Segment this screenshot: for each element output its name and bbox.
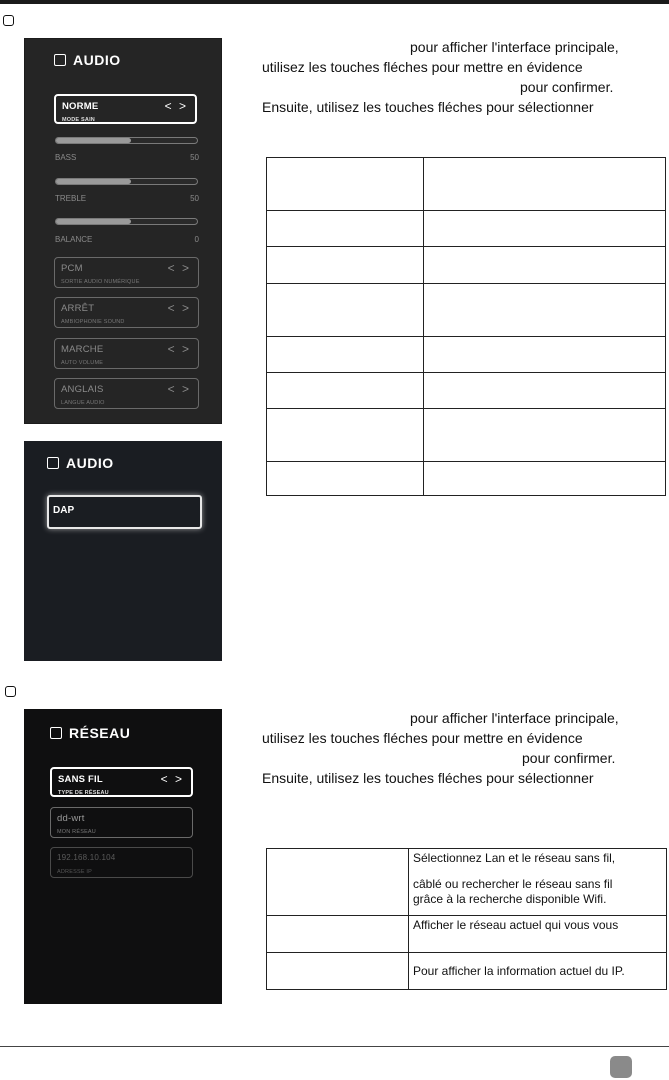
table-cell <box>424 284 666 337</box>
pcm-option[interactable] <box>54 257 199 288</box>
sans-fil-sub: TYPE DE RÉSEAU <box>58 790 109 796</box>
sans-fil-option[interactable] <box>50 767 193 797</box>
table-cell <box>424 158 666 211</box>
reseau-instr-line3: pour confirmer. <box>522 750 616 766</box>
table-cell <box>267 284 424 337</box>
marche-sub: AUTO VOLUME <box>61 360 104 366</box>
treble-slider[interactable] <box>55 178 198 185</box>
checkbox-icon <box>50 727 62 739</box>
marche-option[interactable] <box>54 338 199 369</box>
balance-slider[interactable] <box>55 218 198 225</box>
reseau-instr-line4: Ensuite, utilisez les touches fléches pour sélectionner <box>262 770 594 786</box>
audio-instr-line1: pour afficher l'interface principale, <box>410 39 619 55</box>
table-cell <box>267 373 424 409</box>
section-reseau-checkbox-icon <box>5 686 16 697</box>
balance-value: 0 <box>194 235 199 244</box>
norme-label: NORME <box>62 101 99 112</box>
audio-title-text: AUDIO <box>73 52 121 68</box>
arret-sub: AMBIOPHONIE SOUND <box>61 319 125 325</box>
chevron-left-right-icon[interactable]: < > <box>167 261 191 275</box>
table-cell <box>424 409 666 462</box>
dap-option[interactable] <box>47 495 202 529</box>
arret-option[interactable] <box>54 297 199 328</box>
norme-sub: MODE SAIN <box>62 117 95 123</box>
table-cell <box>409 953 667 990</box>
chevron-left-right-icon[interactable]: < > <box>160 772 184 786</box>
marche-label: MARCHE <box>61 344 104 355</box>
dap-panel-title <box>47 455 114 471</box>
audio-settings-table <box>266 157 666 496</box>
bass-label: BASS <box>55 153 77 162</box>
bass-value: 50 <box>190 153 199 162</box>
balance-label: BALANCE <box>55 235 93 244</box>
table-cell <box>424 211 666 247</box>
page-number-badge <box>610 1056 632 1078</box>
table-cell <box>424 337 666 373</box>
reseau-row1-text-a: Sélectionnez Lan et le réseau sans fil, <box>413 851 616 865</box>
chevron-left-right-icon[interactable]: < > <box>164 99 188 113</box>
ip-address-label: 192.168.10.104 <box>57 853 116 862</box>
checkbox-icon <box>47 457 59 469</box>
footer-rule <box>0 1046 669 1047</box>
section-audio-checkbox-icon <box>3 15 14 26</box>
reseau-settings-table <box>266 848 667 990</box>
table-cell <box>267 247 424 284</box>
ip-address-sub: ADRESSE IP <box>57 869 93 875</box>
dap-label: DAP <box>53 505 75 516</box>
reseau-instr-line2: utilisez les touches fléches pour mettre en évidence <box>262 730 583 746</box>
pcm-sub: SORTIE AUDIO NUMÉRIQUE <box>61 279 140 285</box>
treble-value: 50 <box>190 194 199 203</box>
chevron-left-right-icon[interactable]: < > <box>167 301 191 315</box>
reseau-panel-title <box>50 725 130 741</box>
table-cell <box>267 337 424 373</box>
network-name-label: dd-wrt <box>57 813 85 824</box>
dap-menu-panel <box>24 441 222 661</box>
checkbox-icon <box>54 54 66 66</box>
reseau-row3-text: Pour afficher la information actuel du IP. <box>413 964 625 978</box>
dap-title-text: AUDIO <box>66 455 114 471</box>
top-rule <box>0 0 669 4</box>
table-cell <box>424 373 666 409</box>
table-cell <box>267 849 409 916</box>
chevron-left-right-icon[interactable]: < > <box>167 342 191 356</box>
audio-instr-line4: Ensuite, utilisez les touches fléches pour sélectionner <box>262 99 594 115</box>
anglais-label: ANGLAIS <box>61 384 104 395</box>
audio-panel-title <box>54 52 121 68</box>
reseau-row1-text-b: câblé ou rechercher le réseau sans fil <box>413 877 613 891</box>
table-cell <box>424 462 666 496</box>
table-cell <box>267 953 409 990</box>
arret-label: ARRÊT <box>61 303 95 314</box>
network-name-option[interactable] <box>50 807 193 838</box>
anglais-sub: LANGUE AUDIO <box>61 400 105 406</box>
reseau-instructions <box>262 708 662 788</box>
audio-instr-line3: pour confirmer. <box>520 79 614 95</box>
audio-instructions <box>262 37 662 117</box>
table-cell <box>267 916 409 953</box>
table-cell <box>409 916 667 953</box>
audio-instr-line2: utilisez les touches fléches pour mettre en évidence <box>262 59 583 75</box>
table-cell <box>267 158 424 211</box>
norme-option[interactable] <box>54 94 197 124</box>
table-cell <box>424 247 666 284</box>
sans-fil-label: SANS FIL <box>58 774 103 785</box>
table-cell <box>267 409 424 462</box>
table-cell <box>409 849 667 916</box>
chevron-left-right-icon[interactable]: < > <box>167 382 191 396</box>
table-cell <box>267 462 424 496</box>
treble-label: TREBLE <box>55 194 87 203</box>
ip-address-option <box>50 847 193 878</box>
anglais-option[interactable] <box>54 378 199 409</box>
reseau-title-text: RÉSEAU <box>69 725 131 741</box>
pcm-label: PCM <box>61 263 83 274</box>
reseau-menu-panel <box>24 709 222 1004</box>
reseau-row2-text: Afficher le réseau actuel qui vous vous <box>413 918 619 932</box>
reseau-instr-line1: pour afficher l'interface principale, <box>410 710 619 726</box>
network-name-sub: MON RÉSEAU <box>57 829 96 835</box>
reseau-row1-text-c: grâce à la recherche disponible Wifi. <box>413 892 607 906</box>
audio-menu-panel <box>24 38 222 424</box>
table-cell <box>267 211 424 247</box>
bass-slider[interactable] <box>55 137 198 144</box>
